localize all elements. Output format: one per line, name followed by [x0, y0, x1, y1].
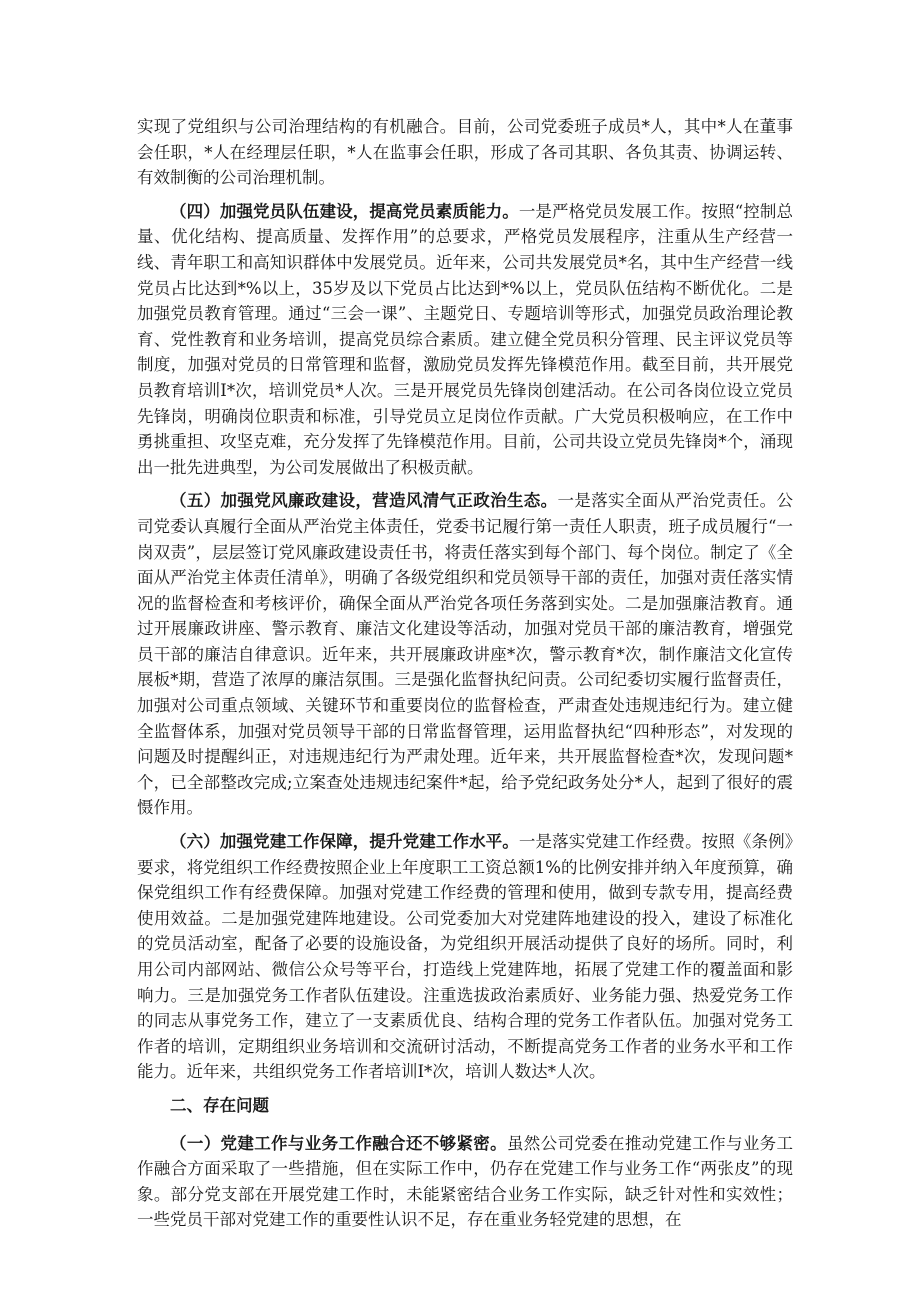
- paragraph-lead: （四）加强党员队伍建设，提高党员素质能力。: [170, 201, 519, 221]
- paragraph-lead: （五）加强党风廉政建设，营造风清气正政治生态。: [170, 491, 558, 511]
- paragraph-party-work-guarantee: [137, 829, 793, 1085]
- paragraph-lead: （六）加强党建工作保障，提升党建工作水平。: [170, 832, 519, 852]
- document-page: [137, 114, 793, 1241]
- paragraph-existing-problems: [137, 1131, 793, 1233]
- paragraph-lead: （一）党建工作与业务工作融合还不够紧密。: [170, 1133, 507, 1153]
- section-heading: 二、存在问题: [170, 1095, 269, 1115]
- paragraph-body: 虽然公司党委在推动党建工作与业务工作融合方面采取了一些措施，但在实际工作中，仍存在党建工作与业务工作“两张皮”的现象。部分党支部在开展党建工作时，未能紧密结合业务工作实际，缺乏针对性和实效性；一些党员干部对党建工作的重要性认识不足，存在重业务轻党建的思想，在: [137, 1133, 794, 1230]
- paragraph-body: 一是落实全面从严治党责任。公司党委认真履行全面从严治党主体责任，党委书记履行第一责任人职责，班子成员履行“一岗双责”，层层签订党风廉政建设责任书，将责任落实到每个部门、每个岗位。制定了《全面从严治党主体责任清单》，明确了各级党组织和党员领导干部的责任，加强对责任落实情况的监督检查和考核评价，确保全面从严治党各项任务落到实处。二是加强廉洁教育。通过开展廉政讲座、警示教育、廉洁文化建设等活动，加强对党员干部的廉洁教育，增强党员干部的廉洁自律意识。近年来，共开展廉政讲座*次，警示教育*次，制作廉洁文化宣传展板*期，营造了浓厚的廉洁氛围。三是强化监督执纪问责。公司纪委切实履行监督责任，加强对公司重点领域、关键环节和重要岗位的监督检查，严肃查处违规违纪行为。建立健全监督体系，加强对党员领导干部的日常监督管理，运用监督执纪“四种形态”，对发现的问题及时提醒纠正，对违规违纪行为严肃处理。近年来，共开展监督检查*次，发现问题*个，已全部整改完成;立案查处违规违纪案件*起，给予党纪政务处分*人，起到了很好的震慑作用。: [137, 491, 794, 818]
- paragraph-integrity-building: [137, 488, 793, 821]
- paragraph-governance: [137, 114, 793, 191]
- paragraph-body: 一是落实党建工作经费。按照《条例》要求，将党组织工作经费按照企业上年度职工工资总额1%的比例安排并纳入年度预算，确保党组织工作有经费保障。加强对党建工作经费的管理和使用，做到专款专用，提高经费使用效益。二是加强党建阵地建设。公司党委加大对党建阵地建设的投入，建设了标准化的党员活动室，配备了必要的设施设备，为党组织开展活动提供了良好的场所。同时，利用公司内部网站、微信公众号等平台，打造线上党建阵地，拓展了党建工作的覆盖面和影响力。三是加强党务工作者队伍建设。注重选拔政治素质好、业务能力强、热爱党务工作的同志从事党务工作，建立了一支素质优良、结构合理的党务工作者队伍。加强对党务工作者的培训，定期组织业务培训和交流研讨活动，不断提高党务工作者的业务水平和工作能力。近年来，共组织党务工作者培训Ⅰ*次，培训人数达*人次。: [137, 832, 794, 1082]
- paragraph-party-member-team: [137, 199, 793, 481]
- paragraph-body: 实现了党组织与公司治理结构的有机融合。目前，公司党委班子成员*人，其中*人在董事会任职，*人在经理层任职，*人在监事会任职，形成了各司其职、各负其责、协调运转、有效制衡的公司治理机制。: [137, 117, 793, 188]
- paragraph-body: 一是严格党员发展工作。按照“控制总量、优化结构、提高质量、发挥作用”的总要求，严格党员发展程序，注重从生产经营一线、青年职工和高知识群体中发展党员。近年来，公司共发展党员*名，其中生产经营一线党员占比达到*%以上，35岁及以下党员占比达到*%以上，党员队伍结构不断优化。二是加强党员教育管理。通过“三会一课”、主题党日、专题培训等形式，加强党员政治理论教育、党性教育和业务培训，提高党员综合素质。建立健全党员积分管理、民主评议党员等制度，加强对党员的日常管理和监督，激励党员发挥先锋模范作用。截至目前，共开展党员教育培训Ⅰ*次，培训党员*人次。三是开展党员先锋岗创建活动。在公司各岗位设立党员先锋岗，明确岗位职责和标准，引导党员立足岗位作贡献。广大党员积极响应，在工作中勇挑重担、攻坚克难，充分发挥了先锋模范作用。目前，公司共设立党员先锋岗*个，涌现出一批先进典型，为公司发展做出了积极贡献。: [137, 201, 794, 477]
